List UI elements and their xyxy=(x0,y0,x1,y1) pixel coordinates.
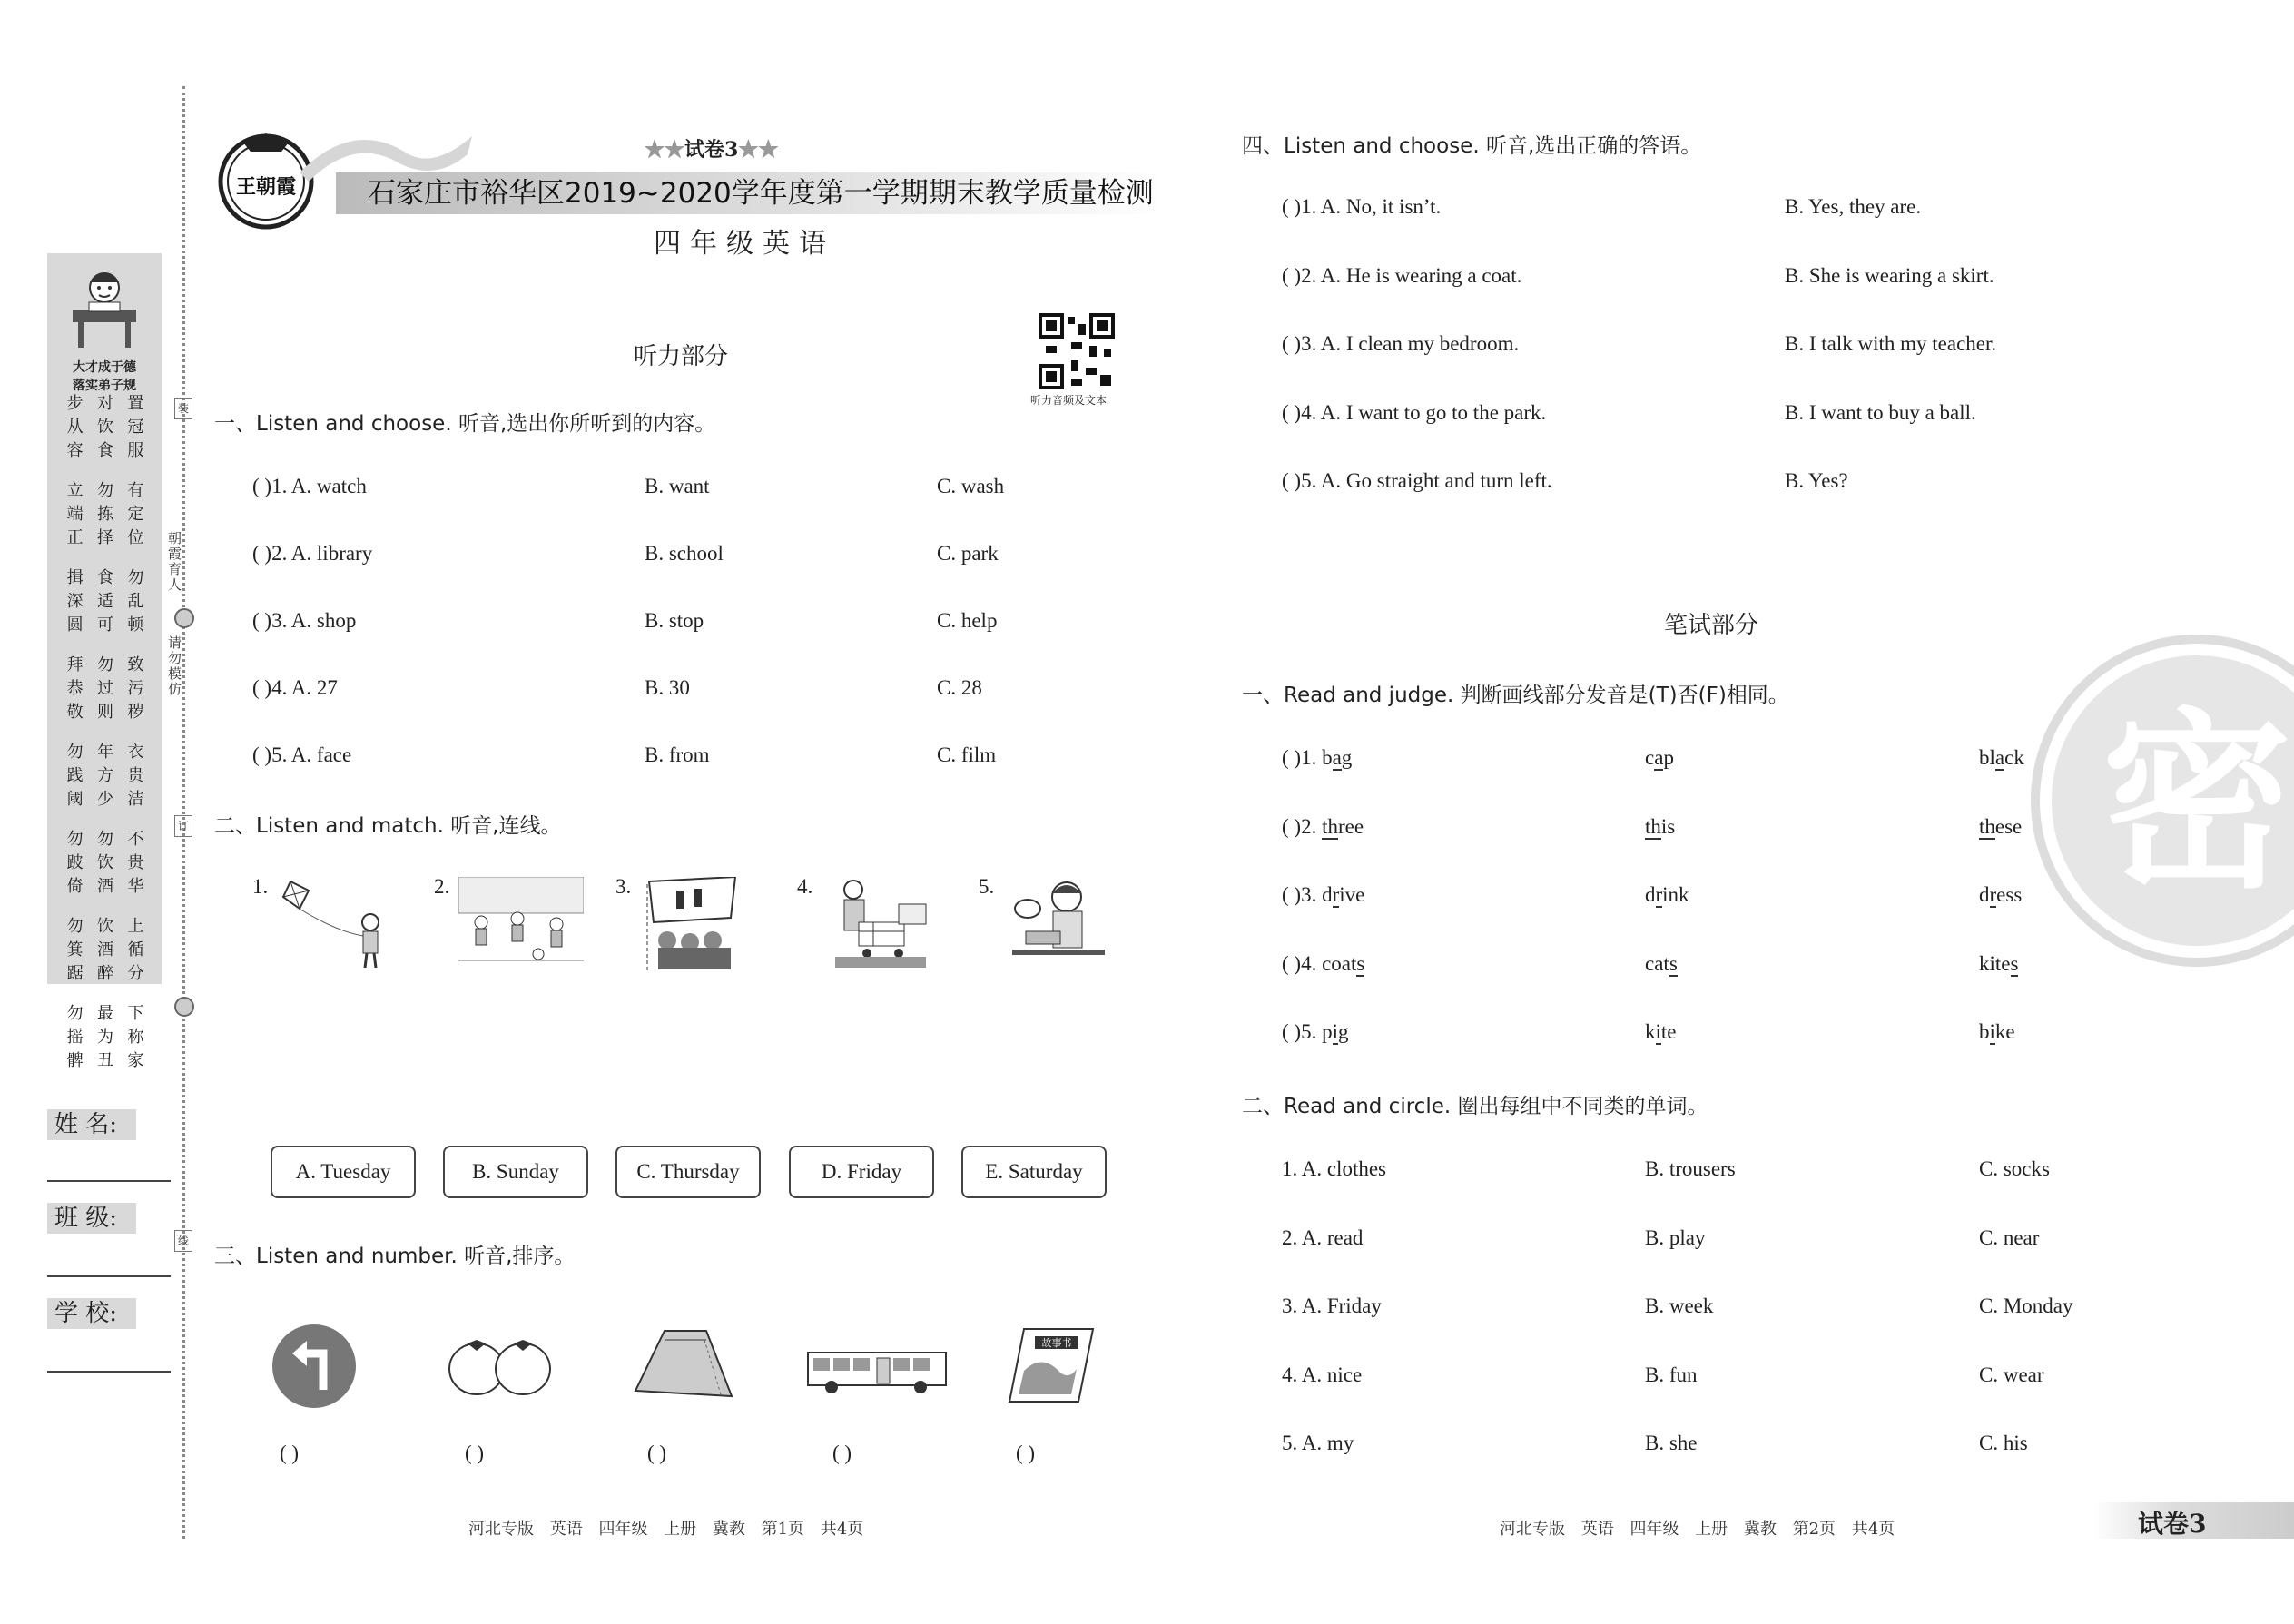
motto-group xyxy=(60,1004,151,1071)
answer-option-b[interactable]: B. Yes? xyxy=(1785,469,1848,492)
motto-char: 服 xyxy=(127,441,144,460)
scholar-illustration xyxy=(56,262,153,353)
motto-char: 贵 xyxy=(127,766,144,785)
motto-char: 倚 xyxy=(66,877,84,896)
motto-char: 饮 xyxy=(96,917,113,936)
answer-option-b[interactable]: B. Yes, they are. xyxy=(1785,195,1922,218)
match-number: 3. xyxy=(615,875,632,898)
qr-caption: 听力音频及文本 xyxy=(1030,394,1108,407)
match-number: 4. xyxy=(797,875,813,898)
motto-char: 跛 xyxy=(66,853,84,872)
motto-char: 顿 xyxy=(127,615,144,635)
page-footer-left: 河北专版 英语 四年级 上册 冀教 第1页 共4页 xyxy=(468,1520,864,1539)
weekday-option-a[interactable]: A. Tuesday xyxy=(271,1146,416,1198)
motto-group xyxy=(60,743,151,810)
vertical-note: 朝霞育人 xyxy=(166,531,182,593)
answer-question[interactable]: ( )4. A. I want to go to the park. xyxy=(1282,400,1547,424)
motto-char: 踞 xyxy=(66,964,84,983)
motto-char: 分 xyxy=(127,964,144,983)
word-part: kite xyxy=(1979,951,2011,975)
order-blank[interactable]: ( ) xyxy=(1016,1442,1036,1464)
motto-char: 对 xyxy=(96,394,113,413)
motto-char: 步 xyxy=(66,394,84,413)
answer-question[interactable]: ( )1. A. No, it isn’t. xyxy=(1282,195,1442,218)
choice-question[interactable]: ( )1. A. watch xyxy=(252,475,367,497)
motto-char: 容 xyxy=(66,441,84,460)
writing-part1-title: 一、Read and judge. 判断画线部分发音是(T)否(F)相同。 xyxy=(1242,684,1789,707)
storybook-label: 故事书 xyxy=(1041,1337,1072,1349)
underlined-part: s xyxy=(1356,951,1365,975)
motto-char: 端 xyxy=(66,505,84,524)
binding-seal-mark: 装 xyxy=(174,398,192,419)
choice-option-c[interactable]: C. help xyxy=(937,609,998,632)
motto-title: 大才成于德 xyxy=(73,360,136,375)
underlined-part: a xyxy=(1654,746,1664,769)
brand-logo-text: 王朝霞 xyxy=(235,175,297,199)
motto-char: 食 xyxy=(96,568,113,587)
choice-option-b[interactable]: B. from xyxy=(645,743,710,766)
weekday-option-b[interactable]: B. Sunday xyxy=(443,1146,588,1198)
judge-word-2 xyxy=(1645,1020,1677,1044)
motto-group xyxy=(60,481,151,548)
qr-code[interactable] xyxy=(1039,313,1115,389)
word-part: b xyxy=(1979,1020,1990,1043)
motto-group xyxy=(60,655,151,723)
underlined-part: i xyxy=(1655,1020,1661,1043)
motto-char: 揖 xyxy=(66,568,84,587)
motto-char: 阈 xyxy=(66,790,84,809)
listening-heading: 听力部分 xyxy=(634,343,729,370)
writing-heading: 笔试部分 xyxy=(1664,612,1759,639)
weekday-option-d[interactable]: D. Friday xyxy=(789,1146,934,1198)
motto-char: 从 xyxy=(66,418,84,437)
motto-char: 择 xyxy=(96,528,113,547)
answer-option-b[interactable]: B. I want to buy a ball. xyxy=(1785,400,1976,424)
motto-char: 酒 xyxy=(96,940,113,960)
motto-char: 践 xyxy=(66,766,84,785)
word-part: ink xyxy=(1662,883,1689,906)
corner-paper-tag: 试卷3 xyxy=(2138,1509,2207,1539)
circle-option-a[interactable]: 3. A. Friday xyxy=(1282,1294,1382,1317)
word-part: ke xyxy=(1994,1020,2015,1043)
match-number: 5. xyxy=(979,875,995,898)
motto-char: 可 xyxy=(96,615,113,635)
motto-panel xyxy=(47,253,162,1070)
order-blank[interactable]: ( ) xyxy=(647,1442,667,1464)
judge-word-2 xyxy=(1645,952,1678,976)
judge-word-3 xyxy=(1979,1020,2015,1044)
choice-question[interactable]: ( )5. A. face xyxy=(252,743,352,766)
motto-char: 衣 xyxy=(127,743,144,762)
judge-word-3 xyxy=(1979,815,2022,839)
motto-char: 圆 xyxy=(66,615,84,635)
circle-option-a[interactable]: 1. A. clothes xyxy=(1282,1157,1386,1180)
word-part: d xyxy=(1645,883,1656,906)
motto-char: 称 xyxy=(127,1028,144,1047)
choice-option-c[interactable]: C. film xyxy=(937,743,997,766)
circle-option-c[interactable]: C. socks xyxy=(1979,1157,2050,1180)
motto-char: 正 xyxy=(66,528,84,547)
motto-char: 为 xyxy=(96,1028,113,1047)
circle-option-c[interactable]: C. his xyxy=(1979,1432,2028,1454)
choice-question[interactable]: ( )2. A. library xyxy=(252,542,373,565)
turn-left-sign-icon xyxy=(271,1323,358,1410)
motto-char: 冠 xyxy=(127,418,144,437)
motto-group xyxy=(60,568,151,635)
skirt-picture xyxy=(634,1327,733,1403)
fold-dotted-line xyxy=(182,86,185,1539)
motto-char: 勿 xyxy=(66,1004,84,1023)
judge-number: ( )1. xyxy=(1282,746,1323,769)
motto-char: 上 xyxy=(127,917,144,936)
classroom-picture xyxy=(640,877,742,971)
underlined-part: a xyxy=(1994,746,2005,769)
exam-title: 石家庄市裕华区2019~2020学年度第一学期期末教学质量检测 xyxy=(368,177,1154,210)
word-part: bl xyxy=(1979,746,1995,769)
word-part: g xyxy=(1337,1020,1349,1043)
motto-char: 勿 xyxy=(96,655,113,674)
grade-subject: 四年级英语 xyxy=(654,228,835,260)
motto-char: 有 xyxy=(127,481,144,500)
circle-option-a[interactable]: 4. A. nice xyxy=(1282,1363,1363,1386)
motto-char: 不 xyxy=(127,830,144,849)
circle-option-b[interactable]: B. trousers xyxy=(1645,1157,1736,1180)
circle-option-b[interactable]: B. week xyxy=(1645,1294,1714,1317)
word-part: ree xyxy=(1337,814,1364,838)
judge-question[interactable] xyxy=(1282,746,1352,770)
motto-char: 洁 xyxy=(127,790,144,809)
word-part: p xyxy=(1663,746,1674,769)
judge-word-3 xyxy=(1979,952,2018,976)
shopping-picture xyxy=(826,877,933,969)
choice-option-b[interactable]: B. 30 xyxy=(645,676,690,699)
underlined-part: r xyxy=(1989,883,1997,906)
choice-question[interactable]: ( )4. A. 27 xyxy=(252,676,338,699)
motto-char: 乱 xyxy=(127,592,144,611)
motto-char: 污 xyxy=(127,679,144,698)
match-number: 1. xyxy=(252,875,269,898)
answer-question[interactable]: ( )2. A. He is wearing a coat. xyxy=(1282,263,1522,287)
match-number: 2. xyxy=(434,875,450,898)
motto-group xyxy=(60,394,151,461)
word-part: ess xyxy=(1996,883,2023,906)
choice-option-c[interactable]: C. wash xyxy=(937,475,1005,497)
underlined-part: s xyxy=(2010,951,2019,975)
choice-question[interactable]: ( )3. A. shop xyxy=(252,609,357,632)
motto-char: 家 xyxy=(127,1051,144,1070)
judge-word-2 xyxy=(1645,883,1689,907)
class-label: 班 级: xyxy=(47,1203,136,1234)
circle-option-b[interactable]: B. play xyxy=(1645,1225,1706,1249)
motto-char: 少 xyxy=(96,790,113,809)
motto-title: 落实弟子规 xyxy=(73,379,136,393)
circle-option-b[interactable]: B. she xyxy=(1645,1432,1698,1454)
underlined-part: th xyxy=(1979,814,1995,838)
judge-question[interactable] xyxy=(1282,815,1364,839)
listening-part4-title: 四、Listen and choose. 听音,选出正确的答语。 xyxy=(1242,134,1702,158)
binding-hole-icon xyxy=(174,997,194,1017)
judge-word-3 xyxy=(1979,883,2022,907)
judge-number: ( )5. xyxy=(1282,1020,1323,1043)
motto-char: 定 xyxy=(127,505,144,524)
binding-seal-mark: 订 xyxy=(174,815,192,837)
motto-char: 深 xyxy=(66,592,84,611)
motto-char: 髀 xyxy=(66,1051,84,1070)
motto-char: 丑 xyxy=(96,1051,113,1070)
binding-seal-mark: 线 xyxy=(174,1230,192,1252)
motto-char: 过 xyxy=(96,679,113,698)
motto-char: 勿 xyxy=(66,830,84,849)
word-part: c xyxy=(1645,746,1655,769)
motto-char: 立 xyxy=(66,481,84,500)
motto-char: 位 xyxy=(127,528,144,547)
motto-char: 下 xyxy=(127,1004,144,1023)
circle-option-c[interactable]: C. Monday xyxy=(1979,1294,2073,1317)
motto-char: 酒 xyxy=(96,877,113,896)
motto-char: 勿 xyxy=(66,743,84,762)
motto-char: 华 xyxy=(127,877,144,896)
motto-char: 拜 xyxy=(66,655,84,674)
paper-tag: ★★试卷3★★ xyxy=(645,138,779,162)
tomatoes-picture xyxy=(445,1327,556,1400)
choice-option-b[interactable]: B. school xyxy=(645,542,724,565)
underlined-part: a xyxy=(1332,746,1342,769)
motto-char: 勿 xyxy=(96,830,113,849)
class-field[interactable] xyxy=(47,1275,171,1277)
motto-char: 恭 xyxy=(66,679,84,698)
judge-number: ( )3. xyxy=(1282,883,1323,906)
motto-char: 循 xyxy=(127,940,144,960)
storybook-picture xyxy=(1006,1325,1097,1405)
underlined-part: i xyxy=(1332,1020,1338,1043)
underlined-part: i xyxy=(1989,1020,1995,1043)
motto-char: 饮 xyxy=(96,853,113,872)
choice-option-c[interactable]: C. 28 xyxy=(937,676,982,699)
judge-question[interactable] xyxy=(1282,952,1364,976)
word-part: ck xyxy=(2004,746,2024,769)
word-part: ive xyxy=(1339,883,1365,906)
order-blank[interactable]: ( ) xyxy=(465,1442,485,1464)
motto-char: 醉 xyxy=(96,964,113,983)
page-footer-right: 河北专版 英语 四年级 上册 冀教 第2页 共4页 xyxy=(1500,1520,1895,1539)
motto-char: 拣 xyxy=(96,505,113,524)
binding-hole-icon xyxy=(174,608,194,628)
motto-char: 勿 xyxy=(66,917,84,936)
judge-word-2 xyxy=(1645,815,1675,839)
weekday-option-c[interactable]: C. Thursday xyxy=(615,1146,761,1198)
word-part: is xyxy=(1660,814,1676,838)
bus-picture xyxy=(806,1349,950,1396)
motto-char: 勿 xyxy=(96,481,113,500)
word-part: d xyxy=(1322,883,1333,906)
underlined-part: r xyxy=(1332,883,1340,906)
motto-char: 年 xyxy=(96,743,113,762)
underlined-part: th xyxy=(1322,814,1338,838)
underlined-part: s xyxy=(1669,951,1678,975)
word-part: te xyxy=(1660,1020,1677,1043)
motto-char: 最 xyxy=(96,1004,113,1023)
vertical-note: 请勿模仿 xyxy=(166,635,182,697)
circle-option-c[interactable]: C. near xyxy=(1979,1225,2040,1249)
school-field[interactable] xyxy=(47,1371,171,1373)
motto-group xyxy=(60,830,151,897)
circle-option-c[interactable]: C. wear xyxy=(1979,1363,2044,1386)
motto-char: 摇 xyxy=(66,1028,84,1047)
word-part: d xyxy=(1979,883,1990,906)
motto-columns xyxy=(60,394,151,1071)
choice-option-b[interactable]: B. want xyxy=(645,475,710,497)
answer-option-b[interactable]: B. She is wearing a skirt. xyxy=(1785,263,1994,287)
judge-number: ( )4. xyxy=(1282,951,1323,975)
answer-question[interactable]: ( )3. A. I clean my bedroom. xyxy=(1282,332,1520,355)
word-part: b xyxy=(1322,746,1333,769)
choice-option-b[interactable]: B. stop xyxy=(645,609,704,632)
stamp-character: 密 xyxy=(2101,692,2293,914)
circle-option-b[interactable]: B. fun xyxy=(1645,1363,1698,1386)
writing-part2-title: 二、Read and circle. 圈出每组中不同类的单词。 xyxy=(1242,1095,1708,1118)
motto-char: 适 xyxy=(96,592,113,611)
judge-word-3 xyxy=(1979,746,2024,770)
name-field[interactable] xyxy=(47,1180,171,1182)
motto-char: 敬 xyxy=(66,703,84,722)
motto-char: 置 xyxy=(127,394,144,413)
underlined-part: th xyxy=(1645,814,1661,838)
answer-question[interactable]: ( )5. A. Go straight and turn left. xyxy=(1282,469,1552,492)
school-label: 学 校: xyxy=(47,1298,136,1329)
choice-option-c[interactable]: C. park xyxy=(937,542,999,565)
judge-question[interactable] xyxy=(1282,883,1364,907)
judge-number: ( )2. xyxy=(1282,814,1323,838)
motto-char: 致 xyxy=(127,655,144,674)
kids-playground-picture xyxy=(458,877,584,964)
underlined-part: r xyxy=(1655,883,1663,906)
word-part: ese xyxy=(1994,814,2023,838)
motto-char: 秽 xyxy=(127,703,144,722)
motto-char: 方 xyxy=(96,766,113,785)
boy-computer-picture xyxy=(1008,877,1109,969)
motto-char: 贵 xyxy=(127,853,144,872)
circle-option-a[interactable]: 2. A. read xyxy=(1282,1225,1364,1249)
word-part: cat xyxy=(1645,951,1669,975)
listening-part1-title: 一、Listen and choose. 听音,选出你所听到的内容。 xyxy=(214,412,716,436)
name-label: 姓 名: xyxy=(47,1109,136,1140)
motto-char: 勿 xyxy=(127,568,144,587)
motto-char: 则 xyxy=(96,703,113,722)
listening-part3-title: 三、Listen and number. 听音,排序。 xyxy=(214,1245,576,1268)
judge-question[interactable] xyxy=(1282,1020,1348,1044)
motto-char: 箕 xyxy=(66,940,84,960)
word-part: k xyxy=(1645,1020,1656,1043)
word-part: coat xyxy=(1322,951,1357,975)
motto-char: 饮 xyxy=(96,418,113,437)
listening-part2-title: 二、Listen and match. 听音,连线。 xyxy=(214,814,562,838)
order-blank[interactable]: ( ) xyxy=(832,1442,852,1464)
word-part: p xyxy=(1322,1020,1333,1043)
word-part: g xyxy=(1341,746,1353,769)
motto-char: 食 xyxy=(96,441,113,460)
circle-option-a[interactable]: 5. A. my xyxy=(1282,1432,1354,1454)
judge-word-2 xyxy=(1645,746,1674,770)
answer-option-b[interactable]: B. I talk with my teacher. xyxy=(1785,332,1997,355)
confidential-stamp-icon xyxy=(2029,633,2294,969)
weekday-option-e[interactable]: E. Saturday xyxy=(961,1146,1107,1198)
order-blank[interactable]: ( ) xyxy=(280,1442,300,1464)
motto-group xyxy=(60,917,151,984)
kite-child-picture xyxy=(272,877,390,971)
